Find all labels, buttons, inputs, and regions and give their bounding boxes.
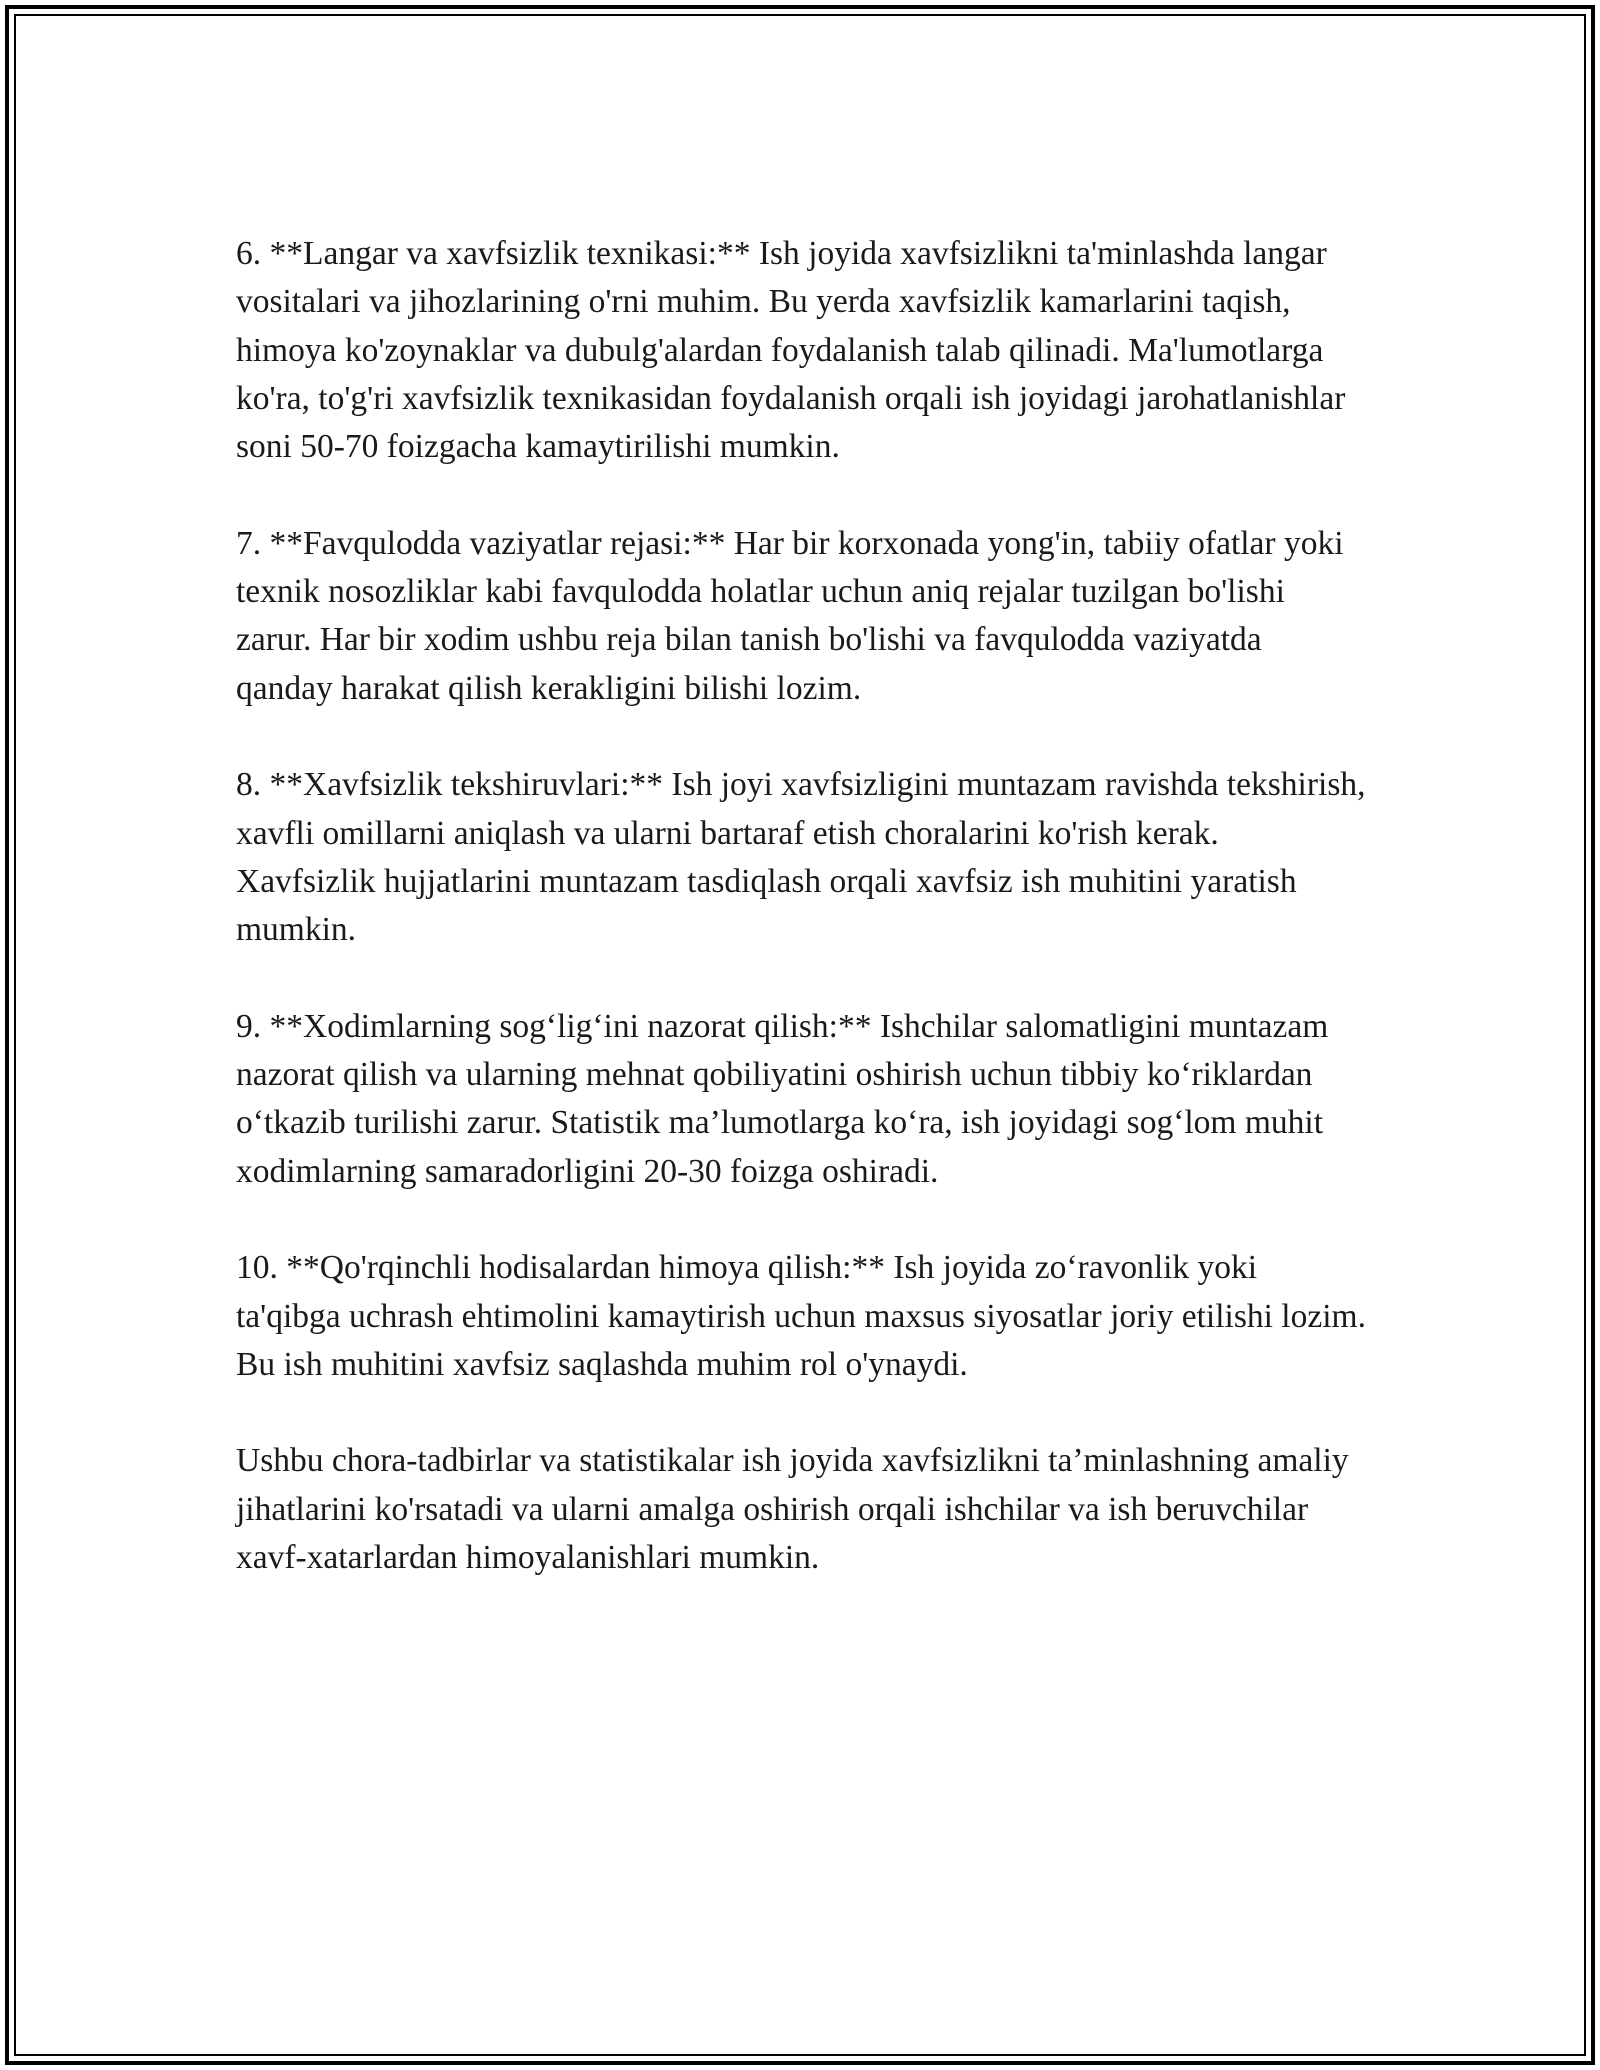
paragraph-harassment-protection: 10. **Qo'rqinchli hodisalardan himoya qilish:** Ish joyida zo‘ravonlik yoki ta'qibga uchrash ehtimolini kamaytirish uchun maxsus siyosatlar joriy etilishi lozim. Bu ish muhitini xavfsiz saqlashda muhim rol o'ynaydi. bbox=[236, 1249, 1366, 1383]
paragraph-conclusion: Ushbu chora-tadbirlar va statistikalar ish joyida xavfsizlikni ta’minlashning amaliy jihatlarini ko'rsatadi va ularni amalga oshirish orqali ishchilar va ish beruvchilar xavf-xatarlardan himoyalanishlari mumkin. bbox=[236, 1442, 1349, 1577]
paragraph-safety-equipment: 6. **Langar va xavfsizlik texnikasi:** Ish joyida xavfsizlikni ta'minlashda langar vositalari va jihozlarining o'rni muhim. Bu yerda xavfsizlik kamarlarini taqish, himoya ko'zoynaklar va dubulg'alardan foydalanish talab qilinadi. Ma'lumotlarga ko'ra, to'g'ri xavfsizlik texnikasidan foydalanish orqali ish joyidagi jarohatlanishlar soni 50-70 foizgacha kamaytirilishi mumkin. bbox=[236, 235, 1346, 466]
paragraph-health-monitoring: 9. **Xodimlarning sog‘lig‘ini nazorat qilish:** Ishchilar salomatligini muntazam nazorat qilish va ularning mehnat qobiliyatini oshirish uchun tibbiy ko‘riklardan o‘tkazib turilishi zarur. Statistik ma’lumotlarga ko‘ra, ish joyidagi sog‘lom muhit xodimlarning samaradorligini 20-30 foizga oshiradi. bbox=[236, 1007, 1329, 1190]
paragraph-safety-inspections: 8. **Xavfsizlik tekshiruvlari:** Ish joyi xavfsizligini muntazam ravishda tekshirish, xavfli omillarni aniqlash va ularni bartaraf etish choralarini ko'rish kerak. Xavfsizlik hujjatlarini muntazam tasdiqlash orqali xavfsiz ish muhitini yaratish mumkin. bbox=[236, 766, 1366, 949]
document-body bbox=[236, 230, 1366, 1631]
paragraph-emergency-plan: 7. **Favqulodda vaziyatlar rejasi:** Har bir korxonada yong'in, tabiiy ofatlar yoki texnik nosozliklar kabi favqulodda holatlar uchun aniq rejalar tuzilgan bo'lishi zarur. Har bir xodim ushbu reja bilan tanish bo'lishi va favqulodda vaziyatda qanday harakat qilish kerakligini bilishi lozim. bbox=[236, 524, 1344, 707]
